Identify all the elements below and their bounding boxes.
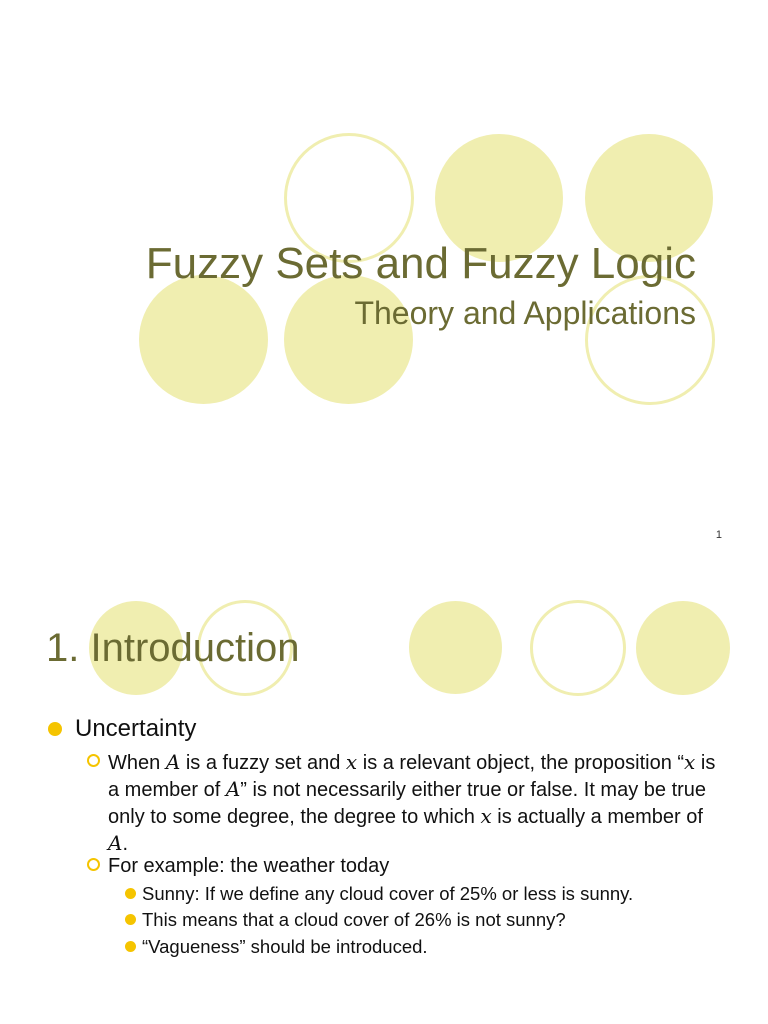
sub-bullet-example: For example: the weather today [108, 855, 390, 877]
bullet-dot-icon [48, 722, 62, 736]
bullet-ring-icon [87, 754, 100, 767]
slide-title-heading: Fuzzy Sets and Fuzzy Logic [145, 239, 696, 288]
bullet-dot-icon [125, 914, 136, 925]
decor-circle-filled [409, 601, 502, 694]
page-number: 1 [715, 529, 722, 541]
sub-sub-bullet: Sunny: If we define any cloud cover of 25% or less is sunny. [142, 883, 634, 904]
sub-bullet-proposition: When A is a fuzzy set and x is a relevant object, the proposition “x is a member of A” is not necessarily either true or false. It may be true only to some degree, the degree to which x is actually a member of A. [108, 750, 716, 855]
decor-circle-filled [139, 275, 268, 404]
sub-sub-bullet: This means that a cloud cover of 26% is not sunny? [142, 909, 566, 930]
bullet-ring-icon [87, 858, 100, 871]
slide-introduction [0, 512, 768, 1024]
decor-circle-filled [636, 601, 730, 695]
sub-sub-bullet: “Vagueness” should be introduced. [142, 936, 428, 957]
bullet-dot-icon [125, 941, 136, 952]
bullet-uncertainty: Uncertainty [75, 715, 197, 742]
bullet-dot-icon [125, 888, 136, 899]
section-title: 1. Introduction [46, 626, 300, 670]
slide-subtitle: Theory and Applications [354, 295, 696, 331]
decor-circle-outline [530, 600, 626, 696]
